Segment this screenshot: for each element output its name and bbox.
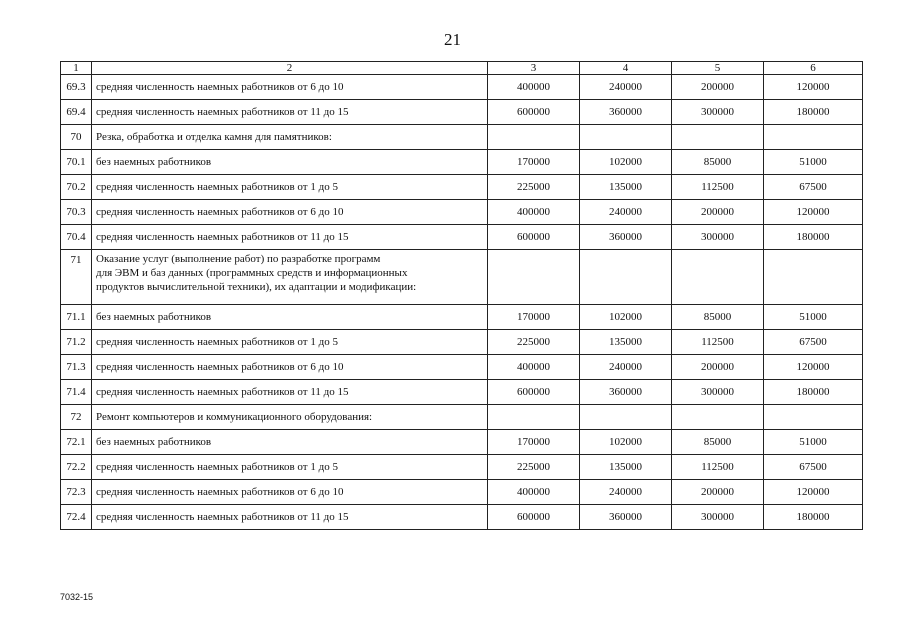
header-cell: 3	[488, 62, 580, 75]
value-cell: 300000	[672, 505, 764, 530]
value-cell	[580, 250, 672, 305]
value-cell	[672, 405, 764, 430]
description-line: Оказание услуг (выполнение работ) по разработке программ	[96, 253, 381, 265]
table-row	[61, 405, 863, 430]
row-number: 70.1	[61, 150, 92, 175]
value-cell: 67500	[764, 455, 863, 480]
header-cell: 5	[672, 62, 764, 75]
value-cell: 240000	[580, 200, 672, 225]
table-row	[61, 480, 863, 505]
row-description: Ремонт компьютеров и коммуникационного оборудования:	[92, 405, 488, 430]
value-cell: 200000	[672, 355, 764, 380]
value-cell: 300000	[672, 380, 764, 405]
table-row	[61, 150, 863, 175]
value-cell	[580, 405, 672, 430]
row-description: средняя численность наемных работников от 6 до 10	[92, 200, 488, 225]
row-number: 69.4	[61, 100, 92, 125]
value-cell: 600000	[488, 225, 580, 250]
row-description: средняя численность наемных работников от 11 до 15	[92, 100, 488, 125]
value-cell: 225000	[488, 330, 580, 355]
table-row	[61, 455, 863, 480]
value-cell: 170000	[488, 305, 580, 330]
table-row	[61, 125, 863, 150]
value-cell: 112500	[672, 175, 764, 200]
value-cell: 85000	[672, 430, 764, 455]
value-cell: 360000	[580, 225, 672, 250]
row-description	[92, 250, 488, 305]
row-number: 72.3	[61, 480, 92, 505]
value-cell: 600000	[488, 380, 580, 405]
value-cell: 120000	[764, 75, 863, 100]
value-cell: 225000	[488, 175, 580, 200]
table-row	[61, 505, 863, 530]
row-number: 70.4	[61, 225, 92, 250]
row-description: средняя численность наемных работников от 6 до 10	[92, 480, 488, 505]
row-description: средняя численность наемных работников от 6 до 10	[92, 355, 488, 380]
value-cell: 180000	[764, 380, 863, 405]
value-cell: 225000	[488, 455, 580, 480]
table-row	[61, 305, 863, 330]
header-cell: 1	[61, 62, 92, 75]
row-description: средняя численность наемных работников от 11 до 15	[92, 225, 488, 250]
row-number: 71	[61, 250, 92, 305]
value-cell: 360000	[580, 505, 672, 530]
row-description: средняя численность наемных работников от 1 до 5	[92, 330, 488, 355]
value-cell: 400000	[488, 355, 580, 380]
row-description: средняя численность наемных работников от 1 до 5	[92, 175, 488, 200]
value-cell: 170000	[488, 430, 580, 455]
row-number: 71.4	[61, 380, 92, 405]
row-description: средняя численность наемных работников от 11 до 15	[92, 505, 488, 530]
value-cell: 180000	[764, 100, 863, 125]
value-cell	[488, 405, 580, 430]
page-number: 21	[444, 30, 461, 49]
value-cell: 51000	[764, 305, 863, 330]
value-cell: 180000	[764, 225, 863, 250]
value-cell: 200000	[672, 200, 764, 225]
value-cell	[764, 405, 863, 430]
value-cell: 102000	[580, 430, 672, 455]
row-number: 70	[61, 125, 92, 150]
table-row	[61, 225, 863, 250]
header-cell: 6	[764, 62, 863, 75]
document-code: 7032-15	[60, 592, 94, 602]
value-cell: 170000	[488, 150, 580, 175]
value-cell: 360000	[580, 100, 672, 125]
value-cell: 240000	[580, 75, 672, 100]
value-cell: 85000	[672, 150, 764, 175]
value-cell	[764, 250, 863, 305]
row-number: 71.3	[61, 355, 92, 380]
row-description: Резка, обработка и отделка камня для памятников:	[92, 125, 488, 150]
value-cell: 51000	[764, 430, 863, 455]
table-body	[61, 62, 863, 530]
description-line: продуктов вычислительной техники), их адаптации и модификации:	[96, 281, 417, 293]
value-cell: 360000	[580, 380, 672, 405]
value-cell	[580, 125, 672, 150]
value-cell: 120000	[764, 480, 863, 505]
row-number: 70.3	[61, 200, 92, 225]
value-cell: 135000	[580, 455, 672, 480]
row-description: без наемных работников	[92, 150, 488, 175]
description-line: для ЭВМ и баз данных (программных средств и информационных	[96, 267, 408, 279]
value-cell: 600000	[488, 505, 580, 530]
value-cell: 67500	[764, 175, 863, 200]
value-cell: 85000	[672, 305, 764, 330]
value-cell: 300000	[672, 225, 764, 250]
row-description: средняя численность наемных работников от 11 до 15	[92, 380, 488, 405]
header-cell: 4	[580, 62, 672, 75]
value-cell	[488, 125, 580, 150]
value-cell: 67500	[764, 330, 863, 355]
value-cell: 400000	[488, 200, 580, 225]
value-cell: 112500	[672, 455, 764, 480]
tariff-table	[60, 61, 863, 530]
table-row	[61, 200, 863, 225]
row-number: 72	[61, 405, 92, 430]
row-number: 70.2	[61, 175, 92, 200]
value-cell	[672, 125, 764, 150]
value-cell: 180000	[764, 505, 863, 530]
value-cell: 200000	[672, 75, 764, 100]
table-row	[61, 355, 863, 380]
row-number: 72.1	[61, 430, 92, 455]
row-number: 69.3	[61, 75, 92, 100]
row-number: 71.1	[61, 305, 92, 330]
value-cell: 240000	[580, 480, 672, 505]
table-row	[61, 430, 863, 455]
value-cell: 400000	[488, 480, 580, 505]
value-cell: 400000	[488, 75, 580, 100]
table-row	[61, 75, 863, 100]
value-cell: 135000	[580, 175, 672, 200]
value-cell	[488, 250, 580, 305]
row-description: средняя численность наемных работников от 6 до 10	[92, 75, 488, 100]
value-cell: 120000	[764, 355, 863, 380]
table-row	[61, 330, 863, 355]
table-header-row	[61, 62, 863, 75]
value-cell: 51000	[764, 150, 863, 175]
row-number: 71.2	[61, 330, 92, 355]
value-cell: 120000	[764, 200, 863, 225]
value-cell: 102000	[580, 150, 672, 175]
row-description: без наемных работников	[92, 305, 488, 330]
value-cell	[764, 125, 863, 150]
table-row	[61, 175, 863, 200]
value-cell: 200000	[672, 480, 764, 505]
row-number: 72.2	[61, 455, 92, 480]
table-row	[61, 380, 863, 405]
value-cell: 600000	[488, 100, 580, 125]
row-description: средняя численность наемных работников от 1 до 5	[92, 455, 488, 480]
value-cell: 135000	[580, 330, 672, 355]
value-cell: 112500	[672, 330, 764, 355]
table-row	[61, 250, 863, 305]
value-cell: 240000	[580, 355, 672, 380]
row-number: 72.4	[61, 505, 92, 530]
table-row	[61, 100, 863, 125]
value-cell: 102000	[580, 305, 672, 330]
header-cell: 2	[92, 62, 488, 75]
value-cell: 300000	[672, 100, 764, 125]
value-cell	[672, 250, 764, 305]
row-description: без наемных работников	[92, 430, 488, 455]
